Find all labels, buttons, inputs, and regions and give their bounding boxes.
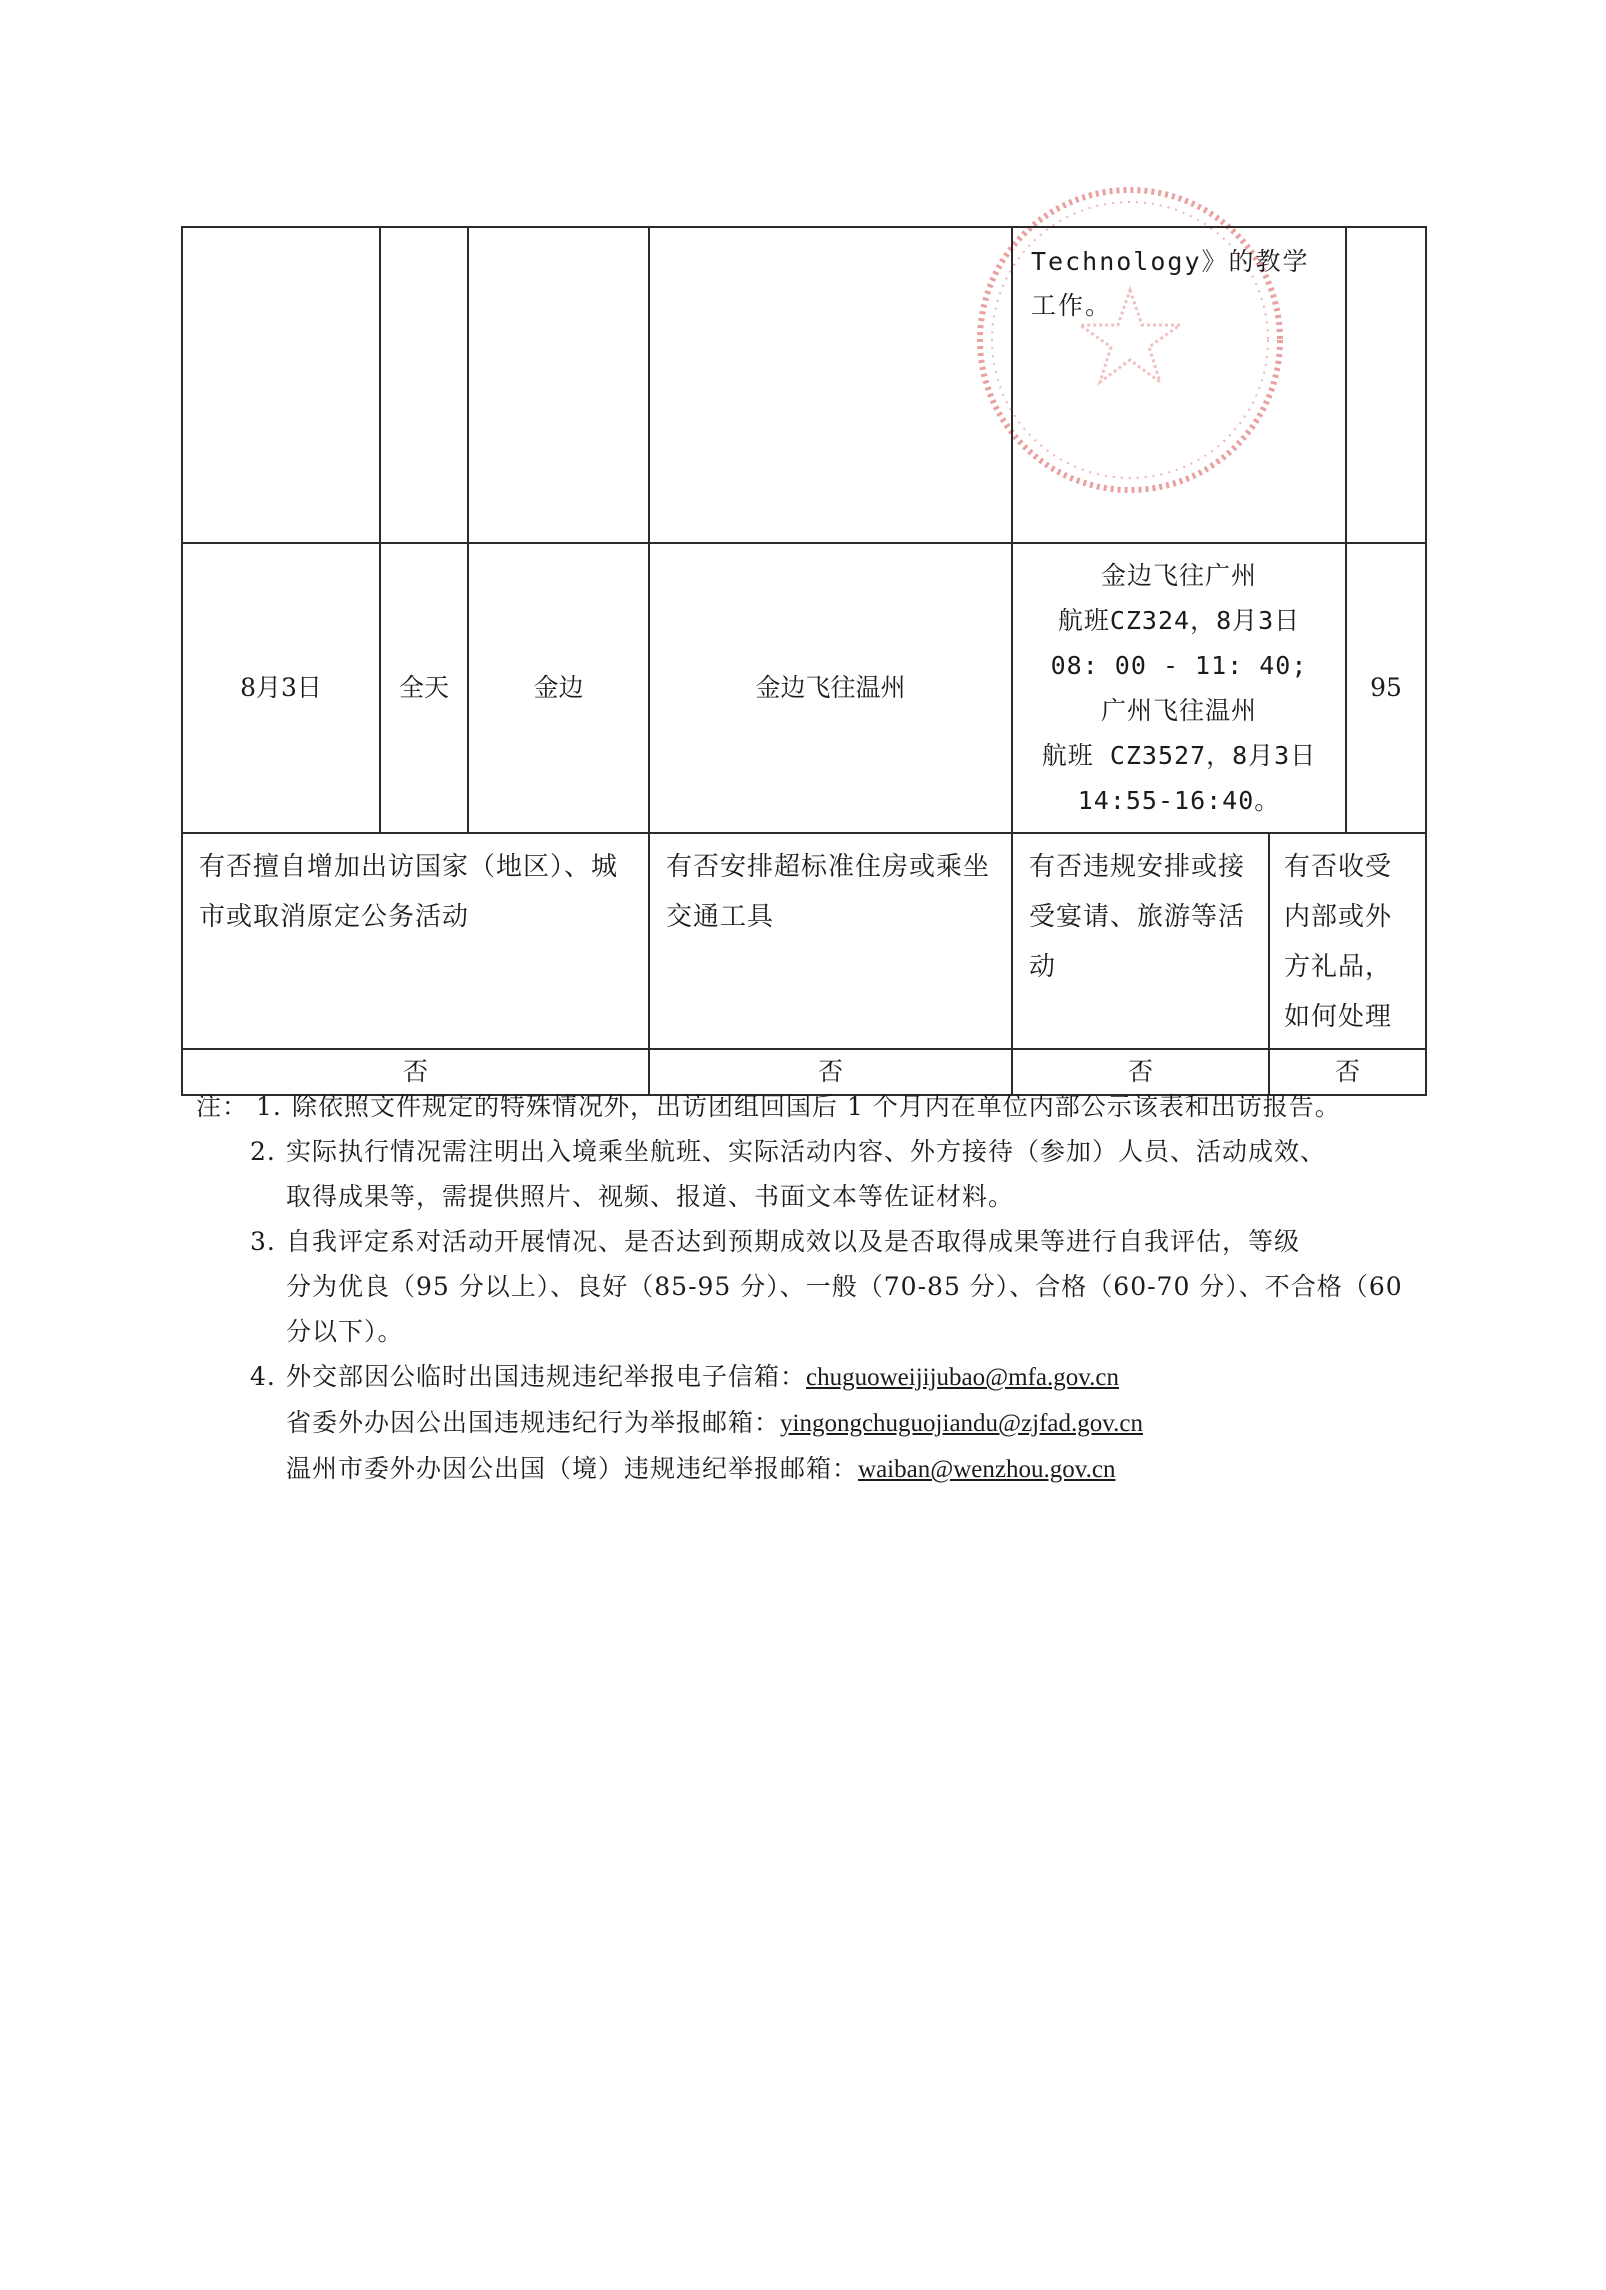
score-cell-empty [1346, 227, 1426, 543]
note-item-1 [196, 1084, 1426, 1129]
report-label-municipal: 温州市委外办因公出国（境）违规违纪举报邮箱： [286, 1454, 859, 1483]
notes-prefix: 注： [196, 1092, 249, 1121]
answer-gifts: 否 [1269, 1049, 1426, 1095]
time-cell-empty [380, 227, 468, 543]
note-text: 自我评定系对活动开展情况、是否达到预期成效以及是否取得成果等进行自我评估，等级 [286, 1227, 1301, 1256]
date-cell-empty [182, 227, 380, 543]
note-text: 实际执行情况需注明出入境乘坐航班、实际活动内容、外方接待（参加）人员、活动成效、 [286, 1137, 1327, 1166]
note-continuation: 取得成果等，需提供照片、视频、报道、书面文本等佐证材料。 [286, 1182, 1015, 1211]
activity-detail-cell: Technology》的教学工作。 [1012, 227, 1346, 543]
flight-detail-cell [1012, 543, 1346, 833]
question-accommodation-transport: 有否安排超标准住房或乘坐交通工具 [649, 833, 1012, 1049]
question-added-destinations: 有否擅自增加出访国家（地区）、城市或取消原定公务活动 [182, 833, 649, 1049]
email-link-municipal[interactable]: waiban@wenzhou.gov.cn [858, 1456, 1116, 1483]
note-text [286, 1354, 1426, 1400]
report-label-mfa: 外交部因公临时出国违规违纪举报电子信箱： [286, 1362, 807, 1391]
table-row-questions [182, 833, 1426, 1049]
answer-added-destinations: 否 [182, 1049, 649, 1095]
note-number: 1. [256, 1092, 282, 1121]
note-continuation: 分以下）。 [286, 1317, 404, 1346]
question-gifts: 有否收受内部或外方礼品，如何处理 [1269, 833, 1426, 1049]
flight-line: 14:55-16:40。 [1077, 786, 1281, 815]
date-cell: 8月3日 [182, 543, 380, 833]
flight-line: 航班 CZ3527，8月3日 [1041, 741, 1317, 770]
activity-cell-empty [649, 227, 1012, 543]
note-number: 4. [250, 1362, 276, 1391]
time-cell: 全天 [380, 543, 468, 833]
notes-section [196, 1084, 1426, 1492]
answer-banquets-tours: 否 [1012, 1049, 1269, 1095]
report-line-municipal [196, 1446, 1426, 1492]
note-text: 除依照文件规定的特殊情况外，出访团组回国后 1 个月内在单位内部公示该表和出访报告。 [292, 1092, 1341, 1121]
note-continuation: 分为优良（95 分以上）、良好（85-95 分）、一般（70-85 分）、合格（60-70 分）、不合格（60 [286, 1272, 1403, 1301]
flight-line: 广州飞往温州 [1101, 696, 1258, 725]
note-item-2 [196, 1129, 1426, 1174]
activity-cell: 金边飞往温州 [649, 543, 1012, 833]
note-item-3 [196, 1219, 1426, 1264]
report-line-provincial [196, 1400, 1426, 1446]
location-cell: 金边 [468, 543, 649, 833]
table-row-continued [182, 227, 1426, 543]
email-link-mfa[interactable]: chuguoweijijubao@mfa.gov.cn [806, 1364, 1120, 1391]
note-item-4 [196, 1354, 1426, 1400]
note-number: 2. [250, 1137, 276, 1166]
note-number: 3. [250, 1227, 276, 1256]
flight-line: 08: 00 - 11: 40; [1050, 651, 1308, 680]
answer-accommodation-transport: 否 [649, 1049, 1012, 1095]
report-label-provincial: 省委外办因公出国违规违纪行为举报邮箱： [286, 1408, 781, 1437]
score-cell: 95 [1346, 543, 1426, 833]
flight-line: 航班CZ324，8月3日 [1057, 606, 1301, 635]
location-cell-empty [468, 227, 649, 543]
email-link-provincial[interactable]: yingongchuguojiandu@zjfad.gov.cn [780, 1410, 1144, 1437]
table-row-flight [182, 543, 1426, 833]
activity-table [181, 226, 1427, 1096]
flight-line: 金边飞往广州 [1101, 561, 1258, 590]
question-banquets-tours: 有否违规安排或接受宴请、旅游等活动 [1012, 833, 1269, 1049]
